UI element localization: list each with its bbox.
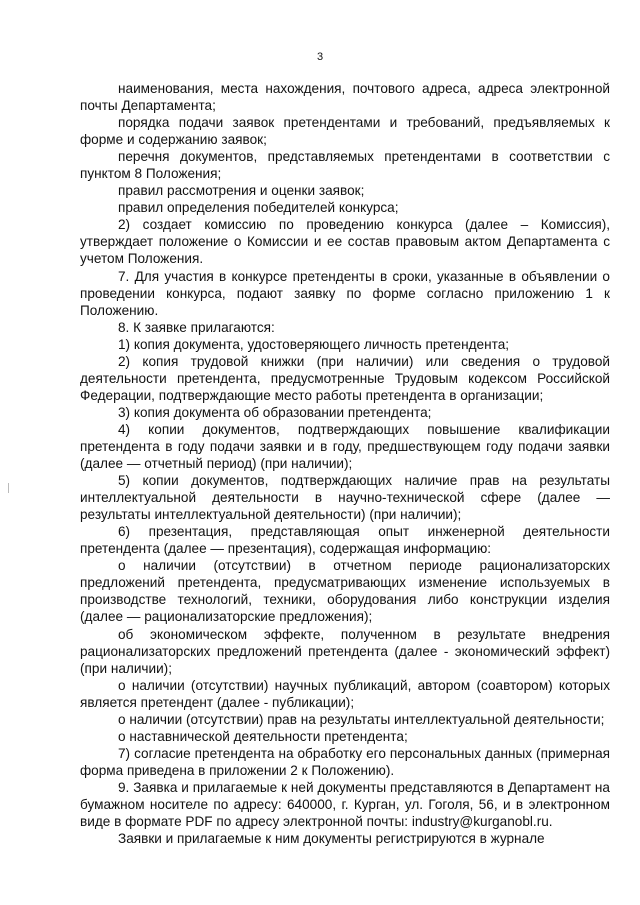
paragraph: правил рассмотрения и оценки заявок; bbox=[118, 183, 365, 199]
paragraph: 4) копии документов, подтверждающих повышение квалификации претендента в году подачи заявки и в году, предшествующем году подачи заявки (далее — отчетный период) (при наличии); bbox=[80, 421, 610, 472]
paragraph: 9. Заявка и прилагаемые к ней документы представляются в Департамент на бумажном носителе по адресу: 640000, г. Курган, ул. Гоголя, 56, и в электронном виде в формате PDF по адресу электронной почты: industry@kurganobl.ru. bbox=[80, 779, 610, 830]
paragraph: 8. К заявке прилагаются: bbox=[118, 319, 275, 335]
paragraph: 2) создает комиссию по проведению конкурса (далее – Комиссия), утверждает положение о Комиссии и ее состав правовым актом Департамента с учетом Положения. bbox=[80, 217, 610, 267]
paragraph: Заявки и прилагаемые к ним документы регистрируются в журнале bbox=[118, 831, 545, 847]
paragraph: порядка подачи заявок претендентами и требований, предъявляемых к форме и содержанию заявок; bbox=[80, 115, 610, 148]
paragraph: 7) согласие претендента на обработку его персональных данных (примерная форма приведена в приложении 2 к Положению). bbox=[80, 745, 610, 778]
margin-mark bbox=[8, 483, 9, 493]
paragraph: о наличии (отсутствии) в отчетном периоде рационализаторских предложений претендента, предусматривающих изменение используемых в производстве технологий, техники, оборудования либо конструкции изделия (далее — рационализаторские предложения); bbox=[80, 558, 610, 625]
paragraph: о наличии (отсутствии) прав на результаты интеллектуальной деятельности; bbox=[118, 711, 605, 727]
paragraph: 7. Для участия в конкурсе претенденты в сроки, указанные в объявлении о проведении конкурса, подают заявку по форме согласно приложению 1 к Положению. bbox=[80, 268, 610, 318]
document-body bbox=[80, 80, 610, 847]
paragraph: перечня документов, представляемых претендентами в соответствии с пунктом 8 Положения; bbox=[80, 149, 610, 182]
paragraph: 2) копия трудовой книжки (при наличии) или сведения о трудовой деятельности претендента, предусмотренные Трудовым кодексом Российской Федерации, подтверждающие место работы претендента в организации; bbox=[80, 353, 610, 403]
paragraph: 1) копия документа, удостоверяющего личность претендента; bbox=[118, 336, 510, 352]
paragraph: об экономическом эффекте, полученном в результате внедрения рационализаторских предложений претендента (далее - экономический эффект) (при наличии); bbox=[80, 626, 610, 676]
paragraph: о наставнической деятельности претендента; bbox=[118, 728, 408, 744]
page-number: 3 bbox=[316, 51, 324, 63]
paragraph: правил определения победителей конкурса; bbox=[118, 200, 399, 216]
paragraph: 6) презентация, представляющая опыт инженерной деятельности претендента (далее — презентация), содержащая информацию: bbox=[80, 524, 610, 557]
paragraph: наименования, места нахождения, почтового адреса, адреса электронной почты Департамента; bbox=[80, 81, 610, 114]
paragraph: о наличии (отсутствии) научных публикаций, автором (соавтором) которых является претендент (далее - публикации); bbox=[80, 677, 610, 710]
paragraph: 3) копия документа об образовании претендента; bbox=[118, 404, 432, 420]
paragraph: 5) копии документов, подтверждающих наличие прав на результаты интеллектуальной деятельности в научно-технической сфере (далее — результаты интеллектуальной деятельности) (при наличии); bbox=[80, 473, 610, 523]
